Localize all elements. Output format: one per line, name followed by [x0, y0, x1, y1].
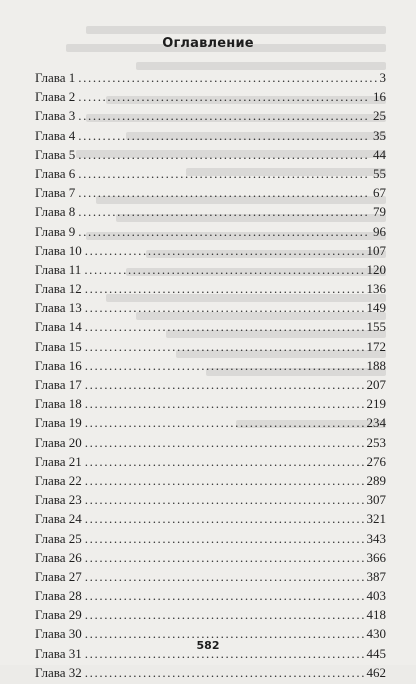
dot-leader	[78, 224, 370, 240]
chapter-page-number: 403	[366, 588, 386, 604]
chapter-page-number: 445	[366, 645, 386, 661]
chapter-label: Глава 4	[35, 127, 76, 143]
chapter-label: Глава 3	[35, 108, 76, 124]
toc-entry	[35, 243, 386, 262]
chapter-page-number: 188	[366, 357, 386, 373]
toc-entry	[35, 550, 386, 569]
chapter-page-number: 67	[373, 185, 386, 201]
dot-leader	[85, 243, 364, 259]
chapter-page-number: 219	[366, 396, 386, 412]
chapter-label: Глава 29	[35, 607, 82, 623]
chapter-label: Глава 17	[35, 377, 82, 392]
chapter-label: Глава 22	[35, 472, 82, 488]
chapter-page-number: 35	[373, 127, 386, 143]
toc-entry	[35, 358, 386, 377]
toc-entry	[35, 89, 386, 108]
chapter-page-number: 3	[379, 70, 386, 85]
toc-entry	[35, 224, 386, 243]
dot-leader	[85, 454, 364, 470]
chapter-page-number: 44	[373, 146, 386, 162]
toc-entry	[35, 569, 386, 588]
dot-leader	[85, 511, 364, 527]
toc-entry	[35, 511, 386, 530]
toc-entry	[35, 262, 386, 281]
chapter-label: Глава 1	[35, 70, 76, 85]
chapter-label: Глава 18	[35, 396, 82, 412]
dot-leader	[85, 569, 364, 585]
toc-entry	[35, 281, 386, 300]
toc-entry	[35, 454, 386, 473]
toc-entry	[35, 147, 386, 166]
chapter-label: Глава 15	[35, 338, 82, 354]
chapter-label: Глава 14	[35, 319, 82, 335]
toc-entry	[35, 473, 386, 492]
chapter-label: Глава 16	[35, 357, 82, 373]
chapter-label: Глава 6	[35, 165, 76, 181]
dot-leader	[85, 415, 364, 431]
toc-entry	[35, 204, 386, 223]
dot-leader	[85, 492, 364, 508]
dot-leader	[85, 607, 364, 623]
chapter-label: Глава 27	[35, 568, 82, 584]
chapter-page-number: 366	[366, 549, 386, 565]
toc-entry	[35, 166, 386, 185]
chapter-page-number: 172	[366, 338, 386, 354]
chapter-label: Глава 30	[35, 626, 82, 642]
dot-leader	[78, 108, 370, 124]
page-number: 582	[196, 639, 220, 652]
dot-leader	[78, 204, 370, 220]
dot-leader	[78, 166, 370, 182]
chapter-page-number: 276	[366, 453, 386, 469]
chapter-label: Глава 31	[35, 645, 82, 661]
dot-leader	[85, 281, 364, 297]
chapter-label: Глава 20	[35, 434, 82, 450]
dot-leader	[78, 70, 376, 86]
dot-leader	[85, 396, 364, 412]
chapter-label: Глава 19	[35, 415, 82, 431]
dot-leader	[85, 473, 364, 489]
chapter-label: Глава 23	[35, 492, 82, 508]
chapter-page-number: 25	[373, 108, 386, 124]
chapter-page-number: 321	[366, 511, 386, 527]
chapter-page-number: 136	[366, 281, 386, 297]
toc-entry	[35, 185, 386, 204]
dot-leader	[85, 588, 364, 604]
chapter-label: Глава 12	[35, 281, 82, 297]
chapter-page-number: 307	[366, 492, 386, 508]
dot-leader	[85, 358, 364, 374]
dot-leader	[85, 300, 364, 316]
toc-entry	[35, 415, 386, 434]
dot-leader	[85, 319, 364, 335]
chapter-label: Глава 25	[35, 530, 82, 546]
dot-leader	[85, 377, 364, 393]
chapter-label: Глава 9	[35, 223, 76, 239]
toc-entry	[35, 396, 386, 415]
toc-entry	[35, 492, 386, 511]
chapter-label: Глава 10	[35, 242, 82, 258]
chapter-page-number: 430	[366, 626, 386, 642]
dot-leader	[85, 339, 364, 355]
toc-entry	[35, 377, 386, 396]
dot-leader	[85, 435, 364, 451]
chapter-label: Глава 13	[35, 300, 82, 316]
chapter-label: Глава 7	[35, 185, 76, 201]
chapter-page-number: 96	[373, 223, 386, 239]
toc-entry	[35, 300, 386, 319]
toc-entry	[35, 319, 386, 338]
toc-entry	[35, 435, 386, 454]
dot-leader	[85, 665, 364, 681]
chapter-page-number: 387	[366, 568, 386, 584]
dot-leader	[84, 262, 363, 278]
chapter-page-number: 253	[366, 434, 386, 450]
chapter-page-number: 55	[373, 165, 386, 181]
toc-entry	[35, 665, 386, 684]
chapter-label: Глава 8	[35, 204, 76, 220]
page-title: Оглавление	[162, 36, 254, 51]
chapter-page-number: 289	[366, 472, 386, 488]
chapter-page-number: 234	[366, 415, 386, 431]
chapter-page-number: 207	[366, 377, 386, 392]
toc-entry	[35, 128, 386, 147]
chapter-page-number: 462	[366, 664, 386, 680]
dot-leader	[78, 147, 370, 163]
table-of-contents	[35, 70, 386, 684]
chapter-label: Глава 24	[35, 511, 82, 527]
chapter-label: Глава 26	[35, 549, 82, 565]
chapter-page-number: 107	[366, 242, 386, 258]
dot-leader	[78, 89, 370, 105]
chapter-page-number: 343	[366, 530, 386, 546]
chapter-label: Глава 28	[35, 588, 82, 604]
toc-entry	[35, 607, 386, 626]
chapter-label: Глава 11	[35, 261, 82, 277]
chapter-label: Глава 5	[35, 146, 76, 162]
toc-entry	[35, 108, 386, 127]
chapter-page-number: 155	[366, 319, 386, 335]
dot-leader	[85, 550, 364, 566]
toc-entry	[35, 339, 386, 358]
dot-leader	[85, 531, 364, 547]
chapter-label: Глава 2	[35, 89, 76, 105]
chapter-page-number: 16	[373, 89, 386, 105]
chapter-page-number: 79	[373, 204, 386, 220]
dot-leader	[78, 185, 370, 201]
chapter-page-number: 418	[366, 607, 386, 623]
chapter-page-number: 149	[366, 300, 386, 316]
chapter-page-number: 120	[366, 261, 386, 277]
toc-entry	[35, 531, 386, 550]
chapter-label: Глава 32	[35, 664, 82, 680]
chapter-label: Глава 21	[35, 453, 82, 469]
dot-leader	[78, 128, 370, 144]
toc-entry	[35, 588, 386, 607]
toc-entry	[35, 70, 386, 89]
